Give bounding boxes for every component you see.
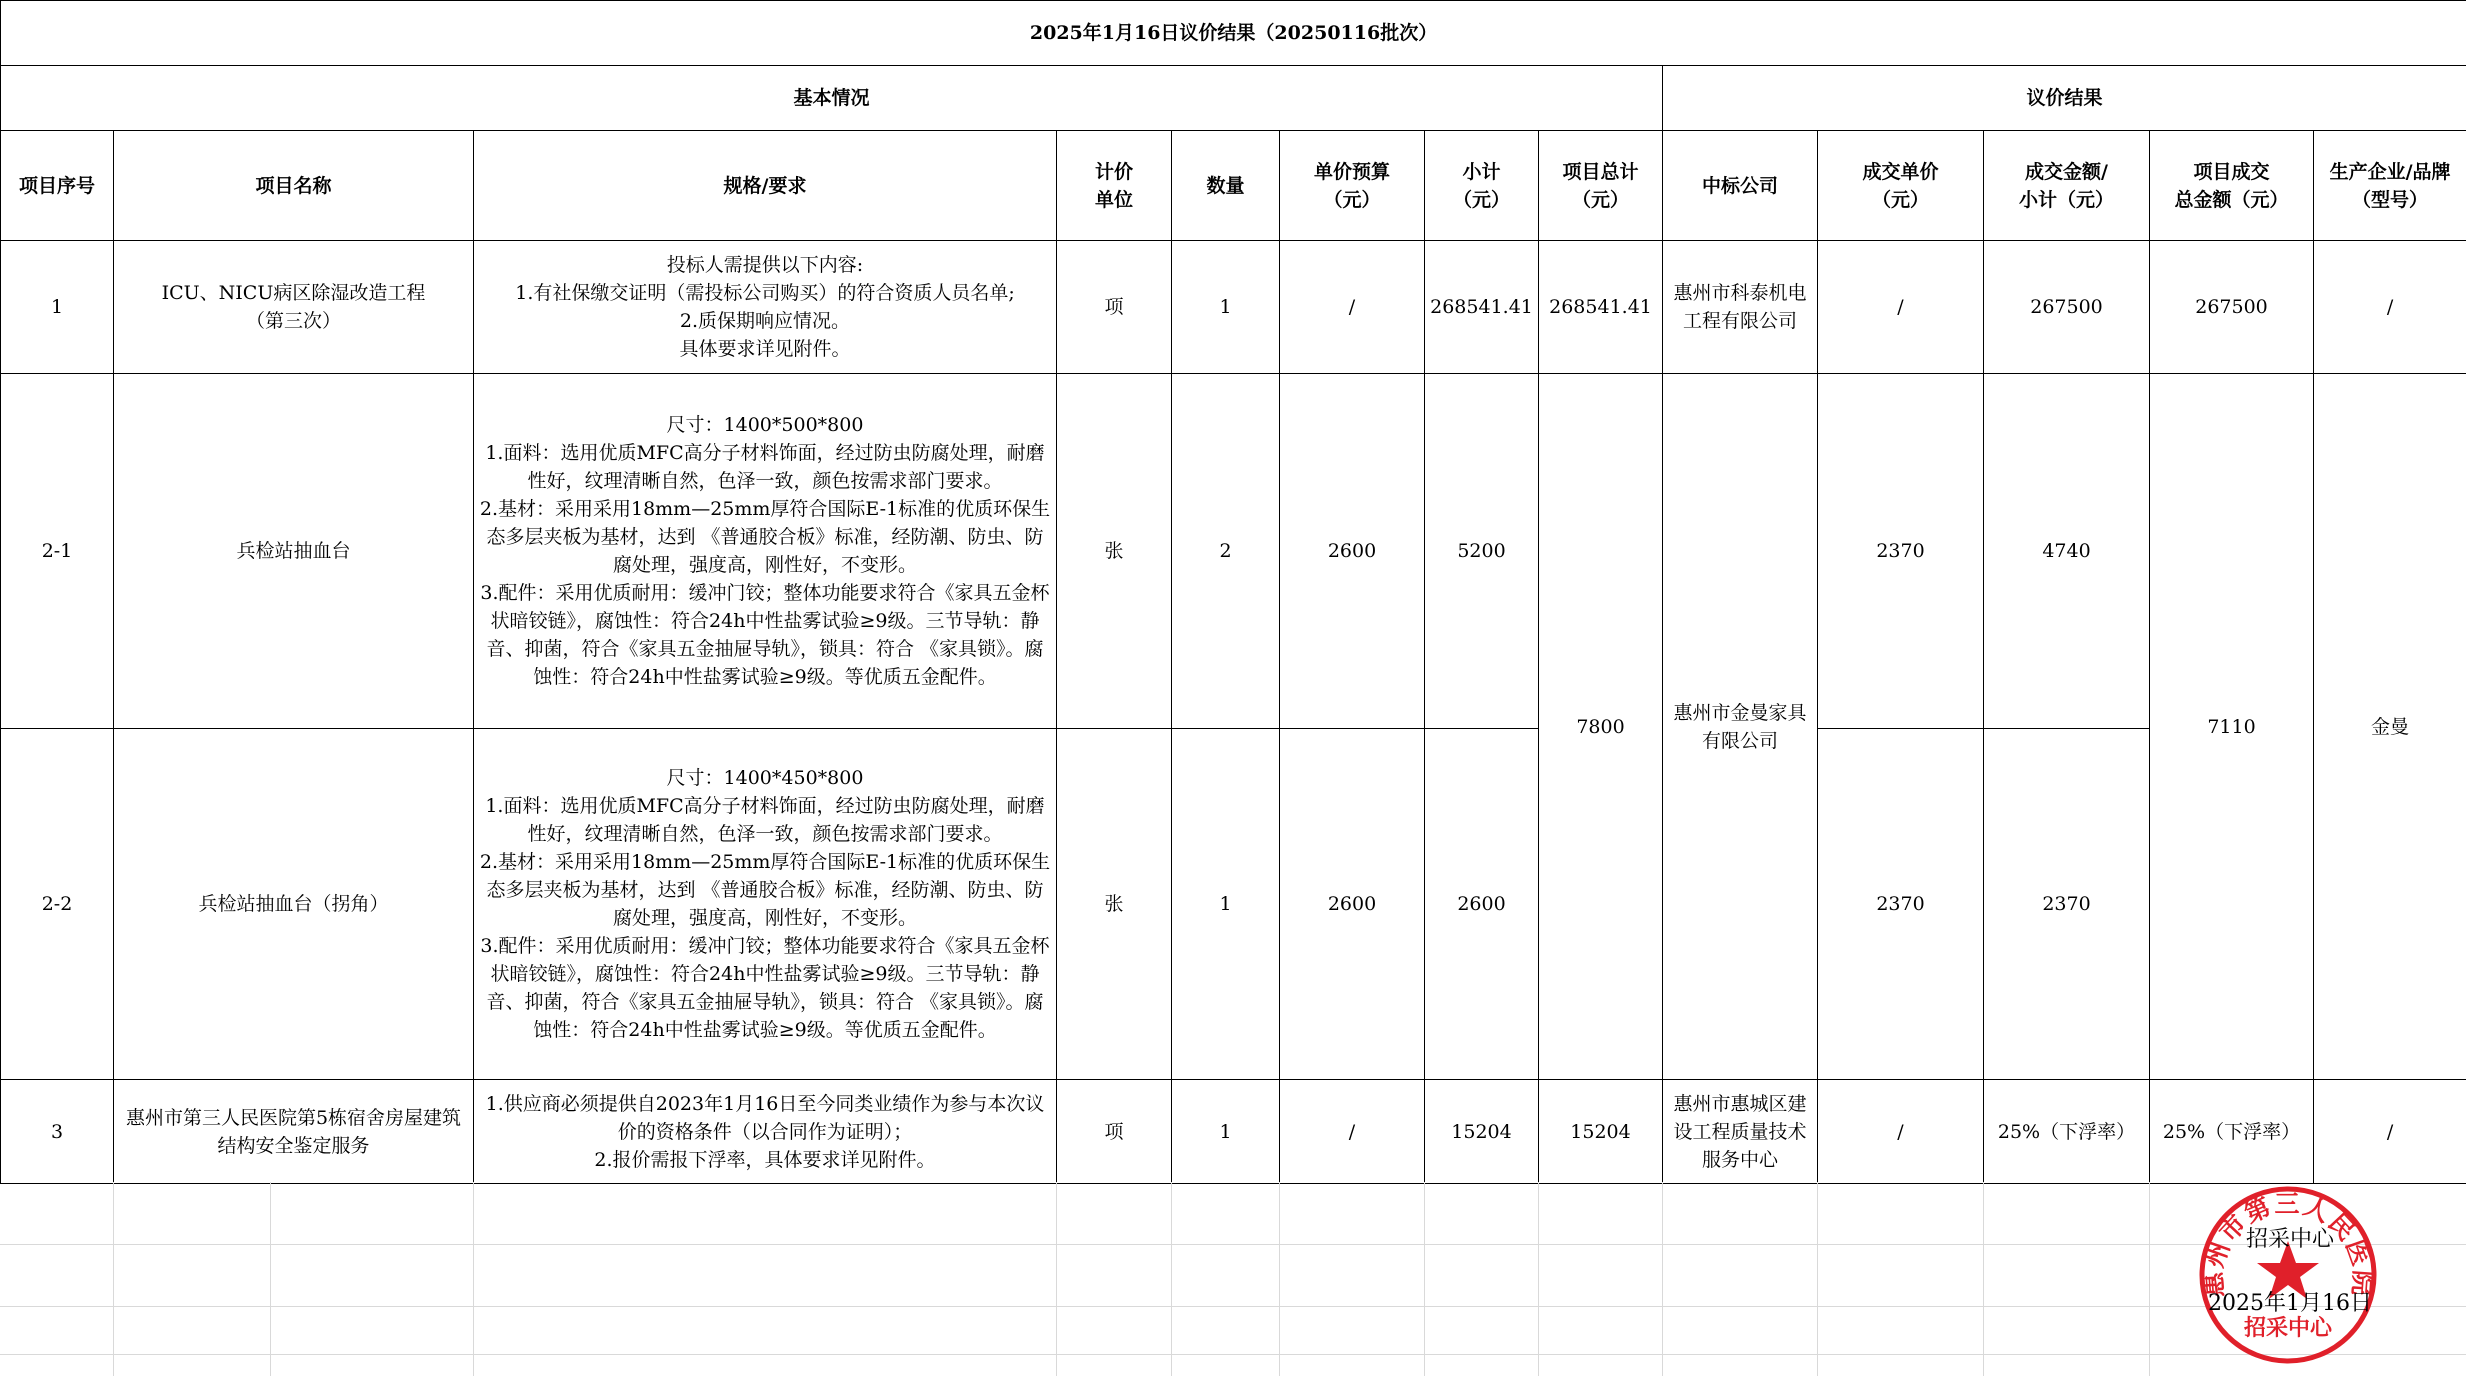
seal-ring-text: 惠州市第三人民医院: [2198, 1189, 2378, 1299]
cell-unit: 项: [1057, 241, 1172, 374]
cell-qty: 1: [1172, 241, 1280, 374]
cell-name: 兵检站抽血台: [114, 374, 474, 729]
cell-name: 惠州市第三人民医院第5栋宿舍房屋建筑结构安全鉴定服务: [114, 1080, 474, 1184]
cell-subtotal: 5200: [1425, 374, 1539, 729]
cell-deal-price: 2370: [1818, 729, 1984, 1080]
table-row: [1, 241, 2466, 374]
cell-budget: 2600: [1280, 729, 1425, 1080]
cell-unit: 张: [1057, 374, 1172, 729]
cell-spec: 尺寸：1400*500*800 1.面料：选用优质MFC高分子材料饰面，经过防虫防腐处理，耐磨性好，纹理清晰自然，色泽一致，颜色按需求部门要求。 2.基材：采用采用18mm—25mm厚符合国际E-1标准的优质环保生态多层夹板为基材，达到 《普通胶合板》标准，经防潮、防虫、防腐处理，强度高，刚性好，不变形。 3.配件：采用优质耐用：缓冲门铰；整体功能要求符合《家具五金杯状暗铰链》，腐蚀性：符合24h中性盐雾试验≥9级。三节导轨：静音、抑菌，符合《家具五金抽屉导轨》，锁具：符合 《家具锁》。腐蚀性：符合24h中性盐雾试验≥9级。等优质五金配件。: [474, 374, 1057, 729]
empty-grid-area: [0, 1182, 2466, 1376]
table-row: [1, 374, 2466, 729]
header-budget: 单价预算 （元）: [1280, 131, 1425, 241]
cell-project-amount: 25%（下浮率）: [2150, 1080, 2314, 1184]
header-seq: 项目序号: [1, 131, 114, 241]
cell-company: 惠州市科泰机电 工程有限公司: [1663, 241, 1818, 374]
cell-name: ICU、NICU病区除湿改造工程 （第三次）: [114, 241, 474, 374]
header-company: 中标公司: [1663, 131, 1818, 241]
cell-deal-price: /: [1818, 1080, 1984, 1184]
cell-subtotal: 15204: [1425, 1080, 1539, 1184]
cell-subtotal: 2600: [1425, 729, 1539, 1080]
cell-name: 兵检站抽血台（拐角）: [114, 729, 474, 1080]
cell-deal-price: 2370: [1818, 374, 1984, 729]
header-unit: 计价 单位: [1057, 131, 1172, 241]
header-deal-amount: 成交金额/ 小计（元）: [1984, 131, 2150, 241]
cell-seq: 1: [1, 241, 114, 374]
official-seal-icon: [2196, 1183, 2380, 1367]
seal-bottom-text: 招采中心: [2243, 1316, 2333, 1341]
header-project-amount: 项目成交 总金额（元）: [2150, 131, 2314, 241]
cell-deal-amount: 267500: [1984, 241, 2150, 374]
cell-deal-price: /: [1818, 241, 1984, 374]
cell-qty: 1: [1172, 1080, 1280, 1184]
cell-seq: 2-2: [1, 729, 114, 1080]
cell-seq: 2-1: [1, 374, 114, 729]
cell-deal-amount: 2370: [1984, 729, 2150, 1080]
cell-seq: 3: [1, 1080, 114, 1184]
header-brand: 生产企业/品牌 （型号）: [2314, 131, 2466, 241]
cell-budget: /: [1280, 1080, 1425, 1184]
cell-qty: 1: [1172, 729, 1280, 1080]
cell-project-amount: 267500: [2150, 241, 2314, 374]
cell-unit: 张: [1057, 729, 1172, 1080]
cell-company: 惠州市惠城区建设工程质量技术服务中心: [1663, 1080, 1818, 1184]
cell-total-merged: 7800: [1539, 374, 1663, 1080]
section-result: 议价结果: [1663, 66, 2466, 131]
cell-budget: /: [1280, 241, 1425, 374]
stamp-date: 2025年1月16日: [2208, 1291, 2372, 1316]
cell-brand: /: [2314, 1080, 2466, 1184]
cell-qty: 2: [1172, 374, 1280, 729]
cell-company-merged: 惠州市金曼家具 有限公司: [1663, 374, 1818, 1080]
sheet-title: 2025年1月16日议价结果（20250116批次）: [1, 1, 2466, 66]
header-total: 项目总计 （元）: [1539, 131, 1663, 241]
header-spec: 规格/要求: [474, 131, 1057, 241]
cell-spec: 投标人需提供以下内容: 1.有社保缴交证明（需投标公司购买）的符合资质人员名单; 2.质保期响应情况。 具体要求详见附件。: [474, 241, 1057, 374]
cell-brand-merged: 金曼: [2314, 374, 2466, 1080]
header-name: 项目名称: [114, 131, 474, 241]
stamp-dept: 招采中心: [2245, 1227, 2334, 1252]
cell-unit: 项: [1057, 1080, 1172, 1184]
cell-brand: /: [2314, 241, 2466, 374]
header-qty: 数量: [1172, 131, 1280, 241]
table-row: [1, 729, 2466, 1080]
cell-deal-amount: 4740: [1984, 374, 2150, 729]
cell-total: 268541.41: [1539, 241, 1663, 374]
cell-deal-amount: 25%（下浮率）: [1984, 1080, 2150, 1184]
header-deal-price: 成交单价 （元）: [1818, 131, 1984, 241]
header-subtotal: 小计 （元）: [1425, 131, 1539, 241]
section-basic: 基本情况: [1, 66, 1663, 131]
table-row: [1, 1080, 2466, 1184]
cell-spec: 1.供应商必须提供自2023年1月16日至今同类业绩作为参与本次议价的资格条件（以合同作为证明）； 2.报价需报下浮率，具体要求详见附件。: [474, 1080, 1057, 1184]
cell-project-amount-merged: 7110: [2150, 374, 2314, 1080]
cell-subtotal: 268541.41: [1425, 241, 1539, 374]
cell-total: 15204: [1539, 1080, 1663, 1184]
cell-budget: 2600: [1280, 374, 1425, 729]
cell-spec: 尺寸：1400*450*800 1.面料：选用优质MFC高分子材料饰面，经过防虫防腐处理，耐磨性好，纹理清晰自然，色泽一致，颜色按需求部门要求。 2.基材：采用采用18mm—25mm厚符合国际E-1标准的优质环保生态多层夹板为基材，达到 《普通胶合板》标准，经防潮、防虫、防腐处理，强度高，刚性好，不变形。 3.配件：采用优质耐用：缓冲门铰；整体功能要求符合《家具五金杯状暗铰链》，腐蚀性：符合24h中性盐雾试验≥9级。三节导轨：静音、抑菌，符合《家具五金抽屉导轨》，锁具：符合 《家具锁》。腐蚀性：符合24h中性盐雾试验≥9级。等优质五金配件。: [474, 729, 1057, 1080]
